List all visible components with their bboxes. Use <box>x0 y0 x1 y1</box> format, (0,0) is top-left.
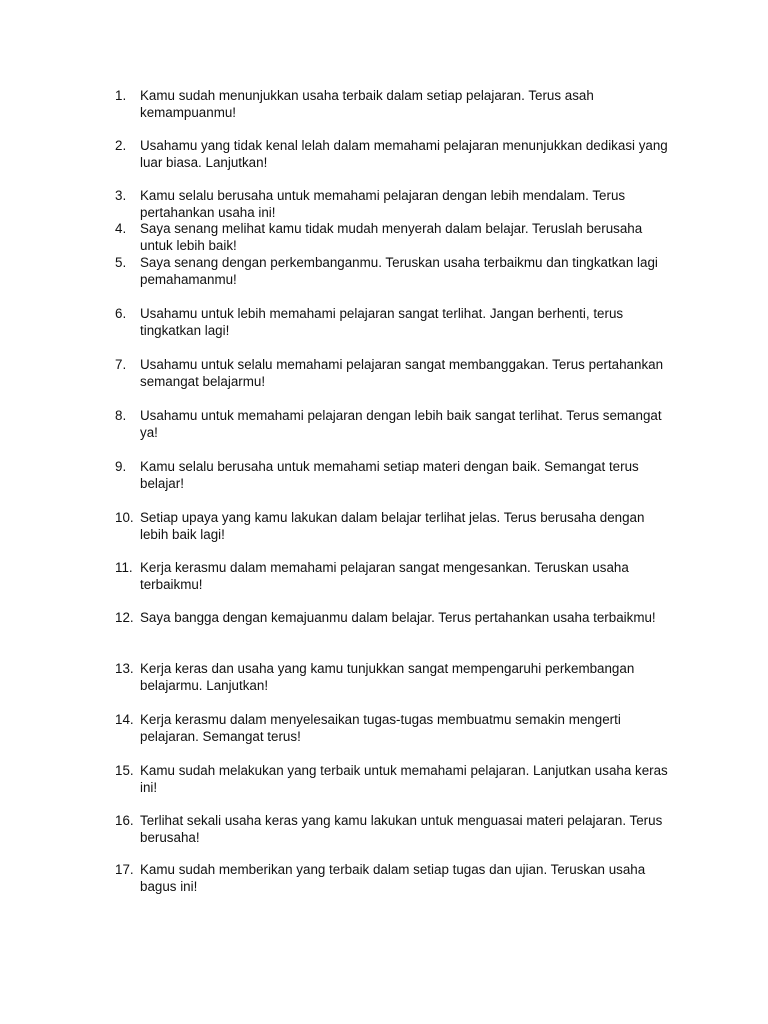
list-item <box>115 254 675 288</box>
item-number: 2. <box>115 138 127 153</box>
item-text: Kerja kerasmu dalam menyelesaikan tugas-tugas membuatmu semakin mengerti pelajaran. Semangat terus! <box>140 712 621 744</box>
list-item <box>115 609 675 626</box>
item-number: 15. <box>115 763 134 778</box>
list-item <box>115 187 675 221</box>
list-item <box>115 458 675 492</box>
list-item <box>115 660 675 694</box>
item-number: 4. <box>115 221 127 236</box>
list-item <box>115 559 675 593</box>
item-number: 8. <box>115 408 127 423</box>
list-item <box>115 356 675 390</box>
list-item <box>115 220 675 254</box>
item-text: Kerja keras dan usaha yang kamu tunjukkan sangat mempengaruhi perkembangan belajarmu. Lanjutkan! <box>140 661 635 693</box>
item-text: Kamu sudah memberikan yang terbaik dalam setiap tugas dan ujian. Teruskan usaha bagus ini! <box>140 862 646 894</box>
item-number: 10. <box>115 510 134 525</box>
list-item <box>115 762 675 796</box>
list-item <box>115 861 675 895</box>
item-number: 11. <box>115 560 133 575</box>
item-number: 16. <box>115 813 134 828</box>
item-text: Setiap upaya yang kamu lakukan dalam belajar terlihat jelas. Terus berusaha dengan lebih baik lagi! <box>140 510 645 542</box>
item-number: 5. <box>115 255 127 270</box>
item-text: Usahamu untuk memahami pelajaran dengan lebih baik sangat terlihat. Terus semangat ya! <box>140 408 662 440</box>
item-number: 17. <box>115 862 134 877</box>
item-text: Kamu selalu berusaha untuk memahami setiap materi dengan baik. Semangat terus belajar! <box>140 459 639 491</box>
item-text: Kamu sudah melakukan yang terbaik untuk memahami pelajaran. Lanjutkan usaha keras ini! <box>140 763 668 795</box>
list-item <box>115 87 675 121</box>
list-item <box>115 305 675 339</box>
list-item <box>115 812 675 846</box>
item-number: 12. <box>115 610 134 625</box>
item-number: 3. <box>115 188 127 203</box>
item-text: Usahamu untuk lebih memahami pelajaran sangat terlihat. Jangan berhenti, terus tingkatkan lagi! <box>140 306 624 338</box>
list-item <box>115 407 675 441</box>
item-number: 14. <box>115 712 134 727</box>
item-number: 9. <box>115 459 127 474</box>
list-item <box>115 509 675 543</box>
item-text: Kamu sudah menunjukkan usaha terbaik dalam setiap pelajaran. Terus asah kemampuanmu! <box>140 88 594 120</box>
item-number: 7. <box>115 357 127 372</box>
list-item <box>115 137 675 171</box>
item-number: 6. <box>115 306 127 321</box>
item-text: Kamu selalu berusaha untuk memahami pelajaran dengan lebih mendalam. Terus pertahankan usaha ini! <box>140 188 626 220</box>
item-text: Saya bangga dengan kemajuanmu dalam belajar. Terus pertahankan usaha terbaikmu! <box>140 610 656 625</box>
item-number: 13. <box>115 661 134 676</box>
item-text: Kerja kerasmu dalam memahami pelajaran sangat mengesankan. Teruskan usaha terbaikmu! <box>140 560 629 592</box>
item-text: Saya senang dengan perkembanganmu. Teruskan usaha terbaikmu dan tingkatkan lagi pemahamanmu! <box>140 255 658 287</box>
item-number: 1. <box>115 88 127 103</box>
item-text: Saya senang melihat kamu tidak mudah menyerah dalam belajar. Teruslah berusaha untuk lebih baik! <box>140 221 643 253</box>
item-text: Terlihat sekali usaha keras yang kamu lakukan untuk menguasai materi pelajaran. Terus berusaha! <box>140 813 663 845</box>
list-item <box>115 711 675 745</box>
item-text: Usahamu yang tidak kenal lelah dalam memahami pelajaran menunjukkan dedikasi yang luar biasa. Lanjutkan! <box>140 138 668 170</box>
item-text: Usahamu untuk selalu memahami pelajaran sangat membanggakan. Terus pertahankan semangat belajarmu! <box>140 357 664 389</box>
